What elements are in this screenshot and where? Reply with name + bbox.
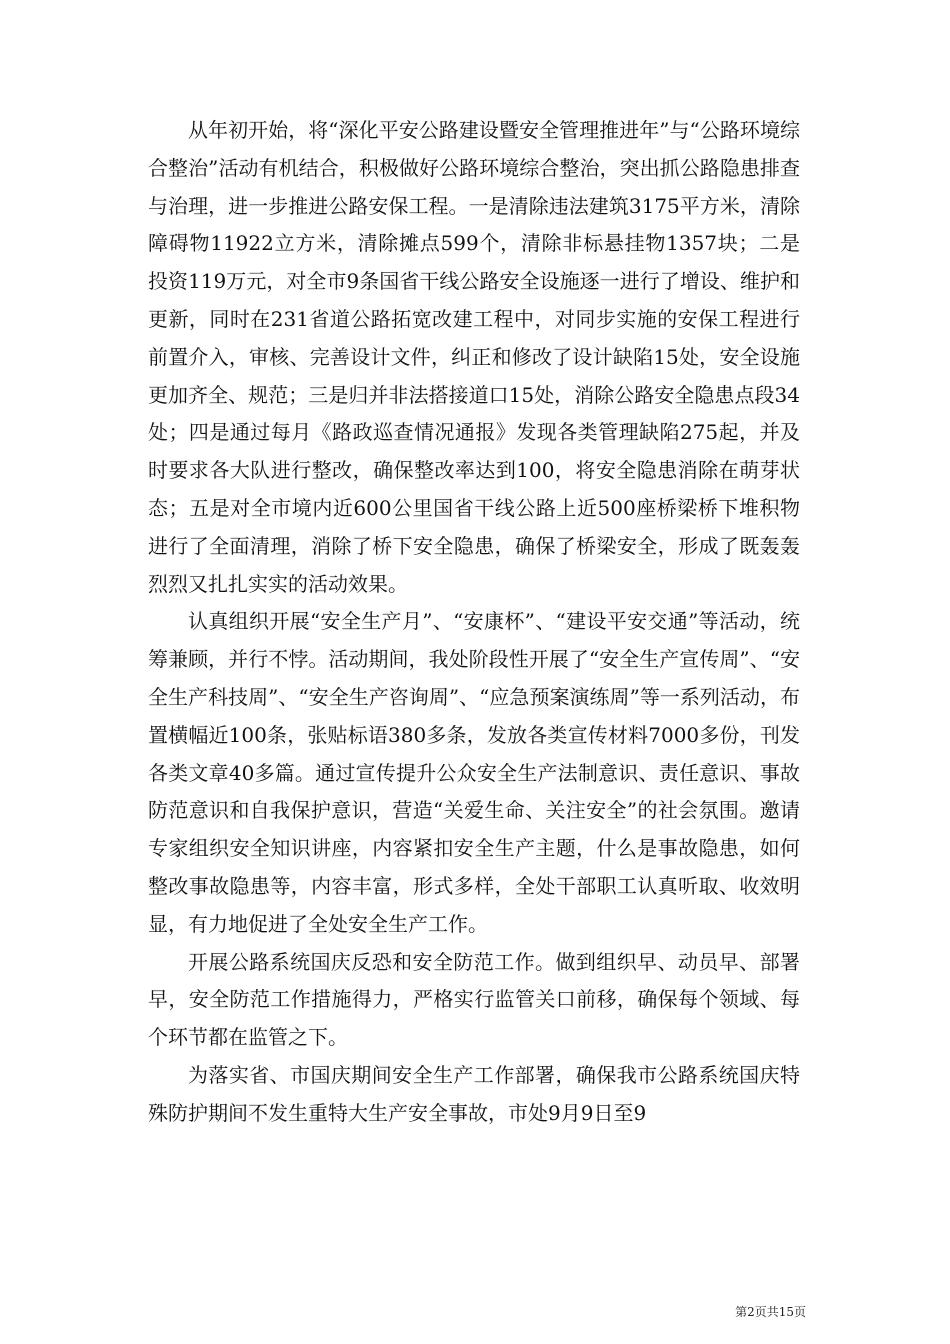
paragraph-national-day-security: 开展公路系统国庆反恐和安全防范工作。做到组织早、动员早、部署早，安全防范工作措施得力，严格实行监管关口前移，确保每个领域、每个环节都在监管之下。 <box>148 949 800 1050</box>
paragraph-national-day-deployment: 为落实省、市国庆期间安全生产工作部署，确保我市公路系统国庆特殊防护期间不发生重特大生产安全事故，市处9月9日至9 <box>148 1062 800 1125</box>
page-number: 第2页共15页 <box>735 1305 806 1319</box>
paragraph-safety-month: 认真组织开展“安全生产月”、“安康杯”、“建设平安交通”等活动，统筹兼顾，并行不悖。活动期间，我处阶段性开展了“安全生产宣传周”、“安全生产科技周”、“安全生产咨询周”、“应急预案演练周”等一系列活动，布置横幅近100条，张贴标语380多条，发放各类宣传材料7000多份，刊发各类文章40多篇。通过宣传提升公众安全生产法制意识、责任意识、事故防范意识和自我保护意识，营造“关爱生命、关注安全”的社会氛围。邀请专家组织安全知识讲座，内容紧扣安全生产主题，什么是事故隐患，如何整改事故隐患等，内容丰富，形式多样，全处干部职工认真听取、收效明显，有力地促进了全处安全生产工作。 <box>148 609 800 936</box>
paragraph-road-environment: 从年初开始，将“深化平安公路建设暨安全管理推进年”与“公路环境综合整治”活动有机结合，积极做好公路环境综合整治，突出抓公路隐患排查与治理，进一步推进公路安保工程。一是清除违法建筑3175平方米，清除障碍物11922立方米，清除摊点599个，清除非标悬挂物1357块；二是投资119万元，对全市9条国省干线公路安全设施逐一进行了增设、维护和更新，同时在231省道公路拓宽改建工程中，对同步实施的安保工程进行前置介入，审核、完善设计文件，纠正和修改了设计缺陷15处，安全设施更加齐全、规范；三是归并非法搭接道口15处，消除公路安全隐患点段34处；四是通过每月《路政巡查情况通报》发现各类管理缺陷275起，并及时要求各大队进行整改，确保整改率达到100，将安全隐患消除在萌芽状态；五是对全市境内近600公里国省干线公路上近500座桥梁桥下堆积物进行了全面清理，消除了桥下安全隐患，确保了桥梁安全，形成了既轰轰烈烈又扎扎实实的活动效果。 <box>148 118 800 596</box>
document-body <box>148 112 800 1133</box>
